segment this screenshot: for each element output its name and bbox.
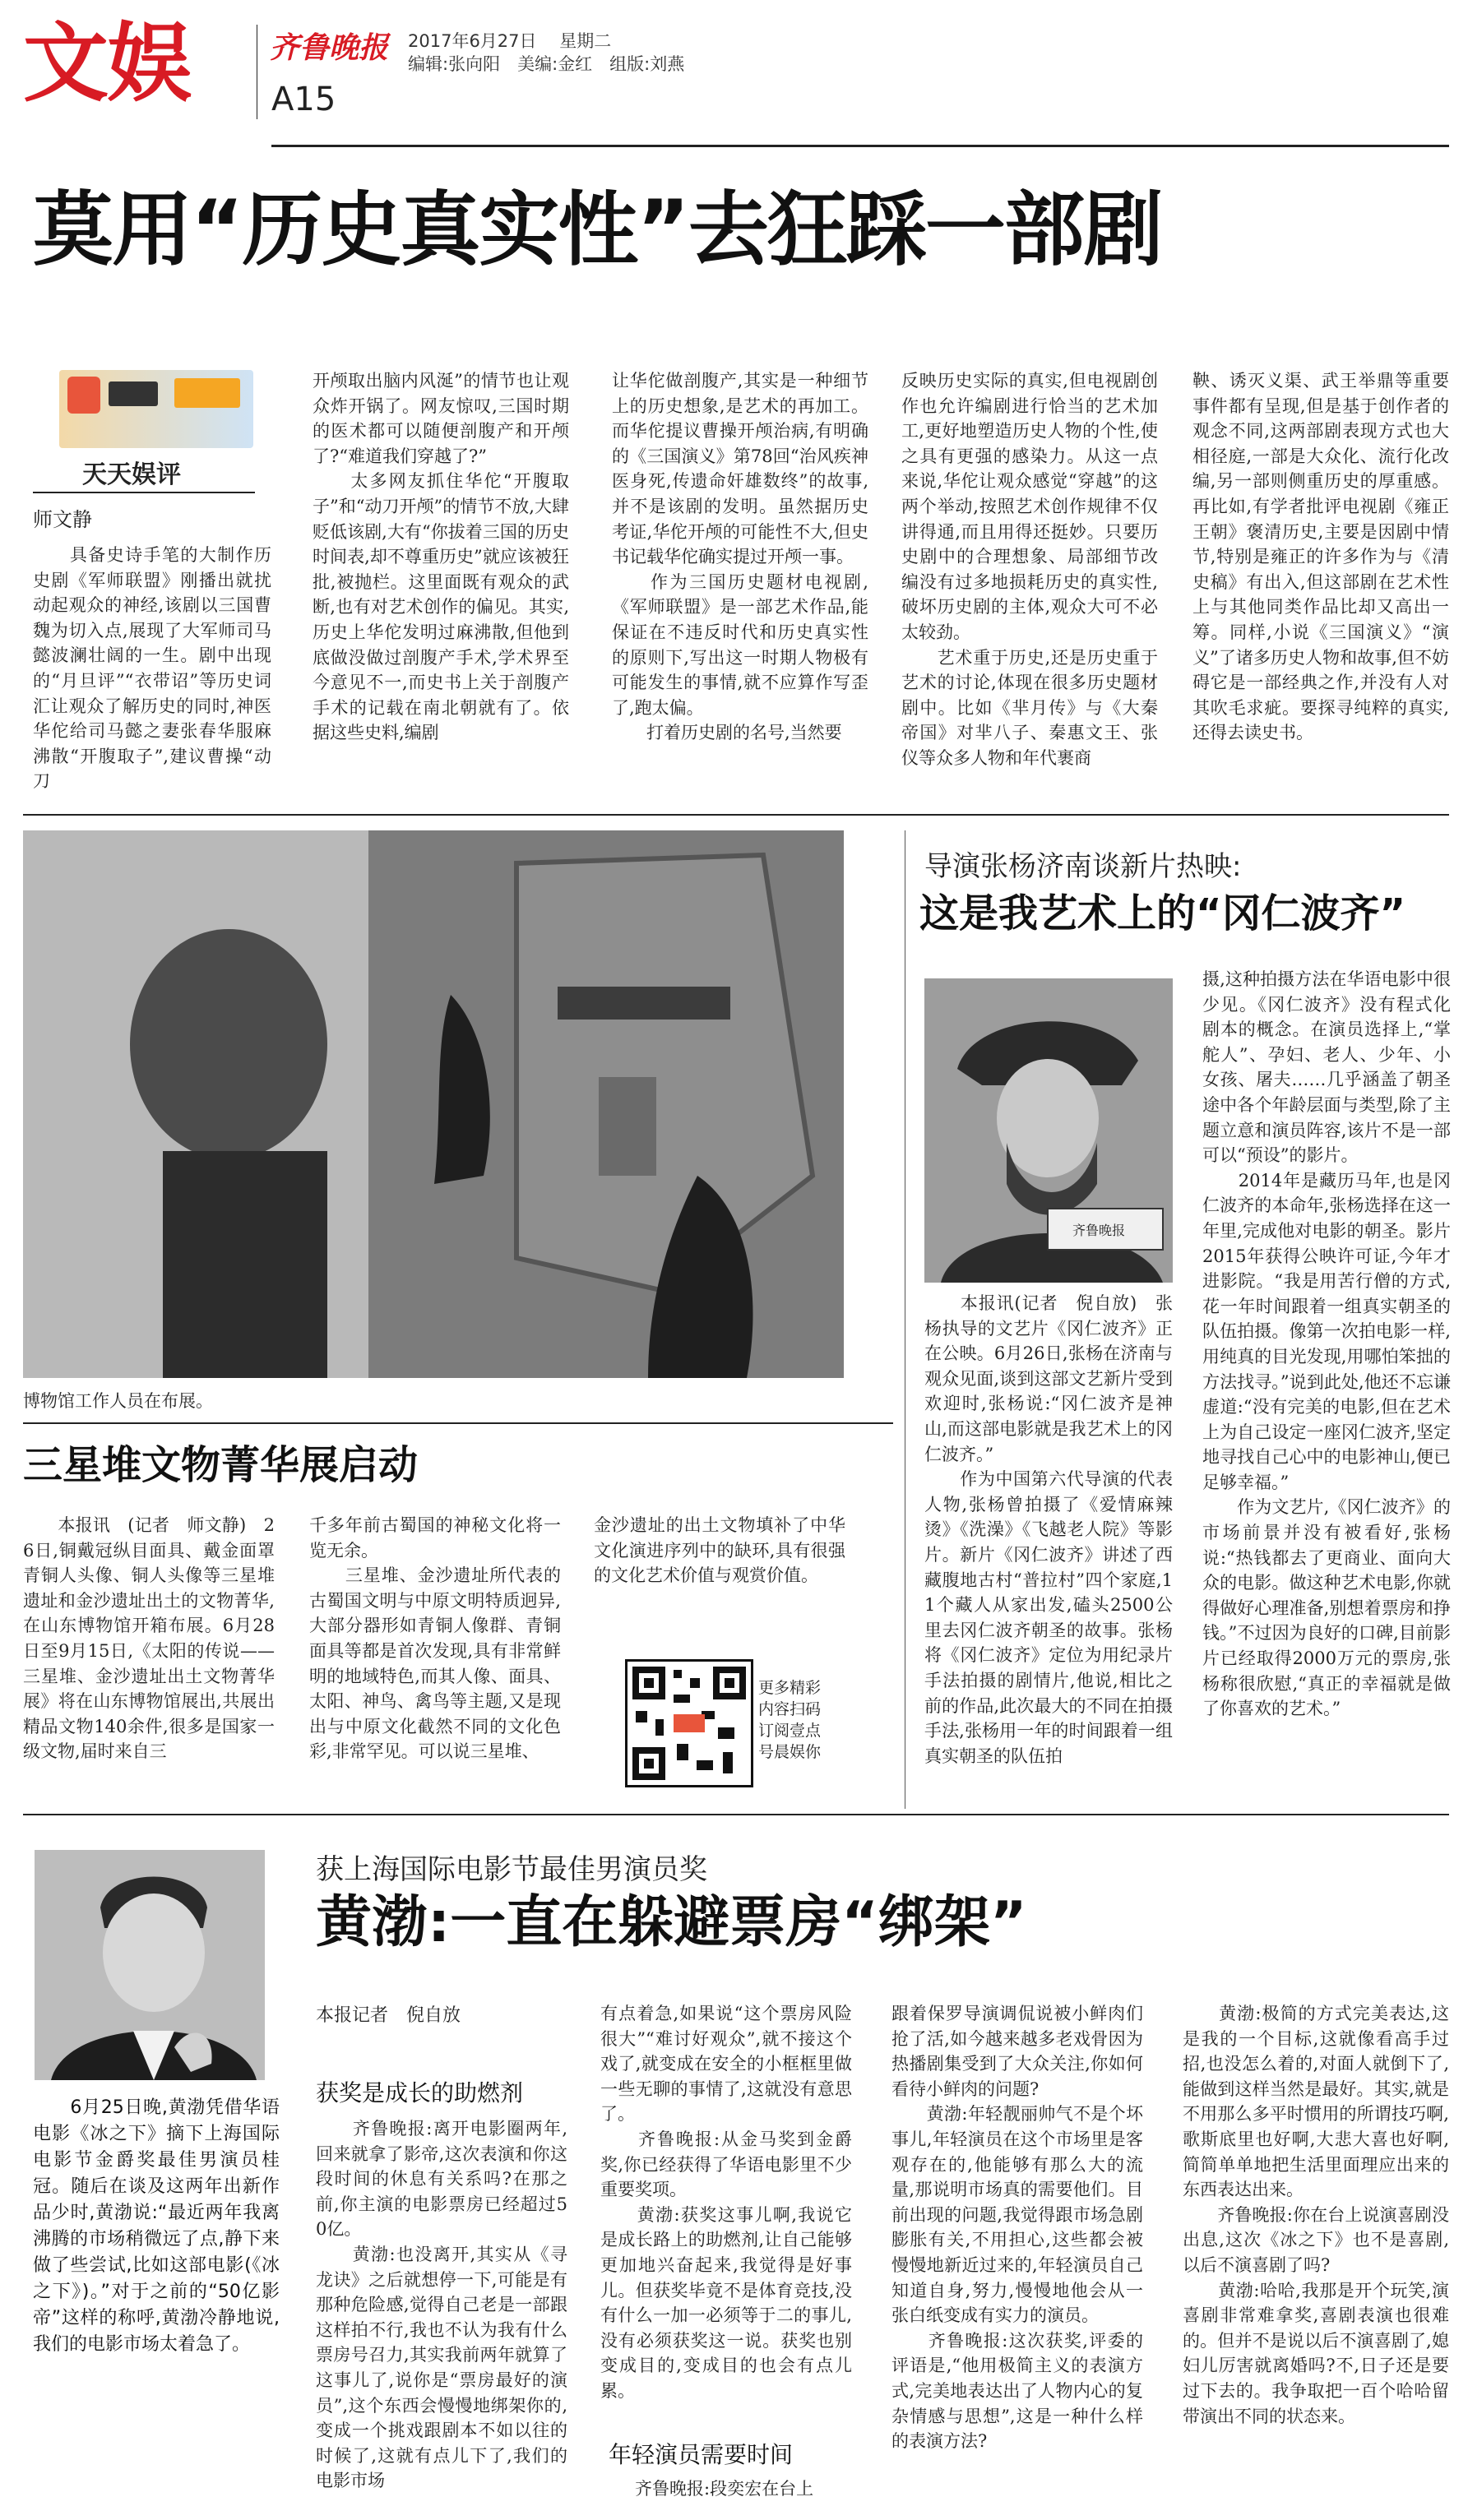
huangbo-headline: 黄渤:一直在躲避票房“绑架”	[316, 1890, 1027, 1955]
column-label-rule	[33, 492, 255, 493]
actor-portrait-illustration	[35, 1850, 265, 2080]
editor-credits: 编辑:张向阳 美编:金红 组版:刘燕	[408, 54, 685, 74]
sanxingdui-rule	[23, 1422, 893, 1424]
zhangyang-col-1: 本报讯(记者 倪自放) 张杨执导的文艺片《冈仁波齐》正在公映。6月26日,张杨在济南与观众见面,谈到这部文艺新片受到欢迎时,张杨说:“冈仁波齐是神山,而这部电影就是我艺术上的冈仁波齐。” 作为中国第六代导演的代表人物,张杨曾拍摄了《爱情麻辣烫》《洗澡》《飞越老人院》等影片。新片《冈仁波齐》讲述了西藏腹地古村“普拉村”四个家庭,11个藏人从家出发,磕头2500公里去冈仁波齐朝圣的故事。张杨将《冈仁波齐》定位为用纪录片手法拍摄的剧情片,他说,相比之前的作品,此次最大的不同在拍摄手法,张杨用一年的时间跟着一组真实朝圣的队伍拍	[924, 1293, 1173, 1766]
huangbo-subhead-1: 获奖是成长的助燃剂	[316, 2079, 524, 2106]
zhangyang-headline: 这是我艺术上的“冈仁波齐”	[919, 890, 1406, 936]
huangbo-byline: 本报记者 倪自放	[316, 2005, 461, 2026]
qr-text	[758, 1677, 821, 1763]
museum-photo	[23, 830, 844, 1378]
sanxingdui-col-2: 千多年前古蜀国的神秘文化将一览无余。 三星堆、金沙遗址所代表的古蜀国文明与中原文明特质迥异,大部分器形如青铜人像群、青铜面具等都是首次发现,具有非常鲜明的地域特色,而其人像、面具、太阳、神鸟、禽鸟等主题,又是现出与中原文化截然不同的文化色彩,非常罕见。可以说三星堆、	[309, 1515, 561, 1762]
huangbo-col-1-tail: 齐鲁晚报:段奕宏在台上	[600, 2479, 814, 2499]
qr-pattern-icon	[627, 1662, 751, 1785]
lead-col-2: 开颅取出脑内风涎”的情节也让观众炸开锅了。网友惊叹,三国时期的医术都可以随便剖腹产和开颅了?“难道我们穿越了?” 太多网友抓住华佗“开腹取子”和“动刀开颅”的情节不放,大肆贬低该剧,大有“你拔着三国的历史时间表,却不尊重历史”就应该被狂批,被抛栏。这里面既有观众的武断,也有对艺术创作的偏见。其实,历史上华佗发明过麻沸散,但他到底做没做过剖腹产手术,学术界至今意见不一,而史书上关于剖腹产手术的记载在南北朝就有了。依据这些史料,编剧	[313, 371, 569, 743]
lead-bottom-rule	[23, 814, 1449, 816]
lead-col-3: 让华佗做剖腹产,其实是一种细节上的历史想象,是艺术的再加工。而华佗提议曹操开颅治病,有明确的《三国演义》第78回“治风疾神医身死,传遗命奸雄数终”的故事,并不是该剧的发明。虽然据历史考证,华佗开颅的可能性不大,但史书记载华佗确实提过开颅一事。 作为三国历史题材电视剧,《军师联盟》是一部艺术作品,能保证在不违反时代和历史真实性的原则下,写出这一时期人物极有可能发生的事情,就不应算作写歪了,跑太偏。 打着历史剧的名号,当然要	[612, 371, 868, 743]
mic-banner-text: 齐鲁晚报	[1072, 1223, 1126, 1238]
popcorn-icon	[67, 377, 100, 414]
date-text: 2017年6月27日	[408, 31, 537, 51]
column-logo	[59, 370, 253, 448]
lead-headline: 莫用“历史真实性”去狂踩一部剧	[33, 183, 1162, 277]
lead-col-1: 具备史诗手笔的大制作历史剧《军师联盟》刚播出就扰动起观众的神经,该剧以三国曹魏为切入点,展现了大军师司马懿波澜壮阔的一生。剧中出现的“月旦评”“衣带诏”等历史词汇让观众了解历史的同时,神医华佗给司马懿之妻张春华服麻沸散“开腹取子”,建议曹操“动刀	[33, 545, 271, 792]
director-portrait-illustration	[924, 978, 1173, 1283]
lead-col-4: 反映历史实际的真实,但电视剧创作也允许编剧进行恰当的艺术加工,更好地塑造历史人物的个性,使之具有更强的感染力。从这一点来说,华佗让观众感觉“穿越”的这两个举动,按照艺术创作规律不仅讲得通,而且用得还挺妙。只要历史剧中的合理想象、局部细节改编没有过多地损耗历史的真实性,破坏历史剧的主体,观众大可不必太较劲。 艺术重于历史,还是历史重于艺术的讨论,体现在很多历史题材剧中。比如《芈月传》与《大秦帝国》对芈八子、秦惠文王、张仪等众多人物和年代裹商	[901, 371, 1158, 768]
huangbo-photo	[35, 1850, 265, 2080]
huangbo-col-2: 有点着急,如果说“这个票房风险很大”“难讨好观众”,就不接这个戏了,就变成在安全的小框框里做一些无聊的事情了,这就没有意思了。 齐鲁晚报:从金马奖到金爵奖,你已经获得了华语电影里不少重要奖项。 黄渤:获奖这事儿啊,我说它是成长路上的助燃剂,让自己能够更加地兴奋起来,我觉得是好事儿。但获奖毕竟不是体育竞技,没有什么一加一必须等于二的事儿,没有必须获奖这一说。获奖也别变成目的,变成目的也会有点儿累。	[600, 2004, 852, 2401]
zhangyang-photo	[924, 978, 1173, 1283]
huangbo-kicker: 获上海国际电影节最佳男演员奖	[316, 1853, 707, 1886]
section-title: 文娱	[23, 13, 192, 113]
paper-logo: 齐鲁晚报	[270, 30, 389, 65]
sanxingdui-col-1: 本报讯 (记者 师文静) 26日,铜戴冠纵目面具、戴金面罩青铜人头像、铜人头像等三星堆遗址和金沙遗址出土的文物菁华,在山东博物馆开箱布展。6月28日至9月15日,《太阳的传说——三星堆、金沙遗址出土文物菁华展》将在山东博物馆展出,共展出精品文物140余件,很多是国家一级文物,届时来自三	[23, 1515, 275, 1762]
bronze-mask-illustration	[23, 830, 844, 1378]
page-number: A15	[271, 81, 336, 118]
film-icon	[109, 381, 158, 406]
sanxingdui-col-3: 金沙遗址的出土文物填补了中华文化演进序列中的缺环,具有很强的文化艺术价值与观赏价值。	[594, 1515, 845, 1586]
zhangyang-kicker: 导演张杨济南谈新片热映:	[924, 850, 1242, 883]
qr-line-3: 订阅壹点	[758, 1722, 822, 1740]
museum-photo-caption: 博物馆工作人员在布展。	[23, 1391, 213, 1411]
lead-col-5: 鞅、诱灭义渠、武王举鼎等重要事件都有呈现,但是基于创作者的观念不同,这两部剧表现方式也大相径庭,一部是大众化、流行化改编,另一部则侧重历史的厚重感。再比如,有学者批评电视剧《雍正王朝》褒清历史,主要是因剧中情节,特别是雍正的许多作为与《清史稿》有出入,但这部剧在艺术性上与其他同类作品比却又高出一筹。同样,小说《三国演义》“演义”了诸多历史人物和故事,但不妨碍它是一部经典之作,并没有人对其吹毛求疵。要探寻纯粹的真实,还得去读史书。	[1192, 371, 1449, 743]
lead-author: 师文静	[33, 508, 92, 531]
huangbo-col-1: 齐鲁晚报:离开电影圈两年,回来就拿了影帝,这次表演和你这段时间的休息有关系吗?在那之前,你主演的电影票房已经超过50亿。 黄渤:也没离开,其实从《寻龙诀》之后就想停一下,可能是有那种危险感,觉得自己老是一部跟这样拍不行,我也不认为我有什么票房号召力,其实我前两年就算了这事儿了,说你是“票房最好的演员”,这个东西会慢慢地绑架你的,变成一个挑戏跟剧本不如以往的时候了,这就有点儿下了,我们的电影市场	[316, 2119, 567, 2491]
qr-line-2: 内容扫码	[758, 1700, 822, 1718]
huangbo-subhead-2: 年轻演员需要时间	[609, 2441, 794, 2468]
masthead-rule	[271, 145, 1449, 147]
zhangyang-col-2: 摄,这种拍摄方法在华语电影中很少见。《冈仁波齐》没有程式化剧本的概念。在演员选择上,“掌舵人”、孕妇、老人、少年、小女孩、屠夫……几乎涵盖了朝圣途中各个年龄层面与类型,除了主题立意和演员阵容,该片不是一部可以“预设”的影片。 2014年是藏历马年,也是冈仁波齐的本命年,张杨选择在这一年里,完成他对电影的朝圣。影片2015年获得公映许可证,今年才进影院。“我是用苦行僧的方式,花一年时间跟着一组真实朝圣的队伍拍摄。像第一次拍电影一样,用纯真的目光发现,用哪怕笨拙的方法找寻。”说到此处,他还不忘谦虚道:“没有完美的电影,但在艺术上为自己设定一座冈仁波齐,坚定地寻找自己心中的电影神山,便已足够幸福。” 作为文艺片,《冈仁波齐》的市场前景并没有被看好,张杨说:“热钱都去了更商业、面向大众的电影。做这种艺术电影,你就得做好心理准备,别想着票房和挣钱。”不过因为良好的口碑,目前影片已经取得2000万元的票房,张杨称很欣慰,“真正的幸福就是做了你喜欢的艺术。”	[1202, 969, 1451, 1719]
huangbo-col-3: 跟着保罗导演调侃说被小鲜肉们抢了活,如今越来越多老戏骨因为热播剧集受到了大众关注,你如何看待小鲜肉的问题? 黄渤:年轻靓丽帅气不是个坏事儿,年轻演员在这个市场里是客观存在的,他能够有那么大的流量,那说明市场真的需要他们。目前出现的问题,我觉得跟市场急剧膨胀有关,不用担心,这些都会被慢慢地新近过来的,年轻演员自己知道自身,努力,慢慢地他会从一张白纸变成有实力的演员。 齐鲁晚报:这次获奖,评委的评语是,“他用极简主义的表演方式,完美地表达出了人物内心的复杂情感与思想”,这是一种什么样的表演方法?	[891, 2004, 1143, 2452]
middle-bottom-rule	[23, 1814, 1449, 1815]
huangbo-intro: 6月25日晚,黄渤凭借华语电影《冰之下》摘下上海国际电影节金爵奖最佳男演员桂冠。随后在谈及这两年出新作品少时,黄渤说:“最近两年我离沸腾的市场稍微远了点,静下来做了些尝试,比如这部电影(《冰之下》)。”对于之前的“50亿影帝”这样的称呼,黄渤冷静地说,我们的电影市场太着急了。	[33, 2097, 280, 2355]
sanxingdui-headline: 三星堆文物菁华展启动	[23, 1442, 419, 1488]
qr-line-1: 更多精彩	[758, 1679, 822, 1697]
issue-date	[408, 28, 611, 53]
weekday-text: 星期二	[559, 31, 612, 51]
qr-code[interactable]	[625, 1659, 753, 1787]
huangbo-col-4: 黄渤:极简的方式完美表达,这是我的一个目标,这就像看高手过招,也没怎么着的,对面人就倒下了,能做到这样当然是最好。其实,就是不用那么多平时惯用的所谓技巧啊,歌斯底里也好啊,大悲大喜也好啊,简简单单地把生活里面理应出来的东西表达出来。 齐鲁晚报:你在台上说演喜剧没出息,这次《冰之下》也不是喜剧,以后不演喜剧了吗? 黄渤:哈哈,我那是开个玩笑,演喜剧非常难拿奖,喜剧表演也很难的。但并不是说以后不演喜剧了,媳妇儿厉害就离婚吗?不,日子还是要过下去的。我争取把一百个哈哈留带演出不同的状态来。	[1183, 2004, 1449, 2426]
qr-line-4: 号晨娱你	[758, 1743, 822, 1761]
ticket-icon	[174, 378, 240, 408]
column-label: 天天娱评	[82, 460, 181, 489]
